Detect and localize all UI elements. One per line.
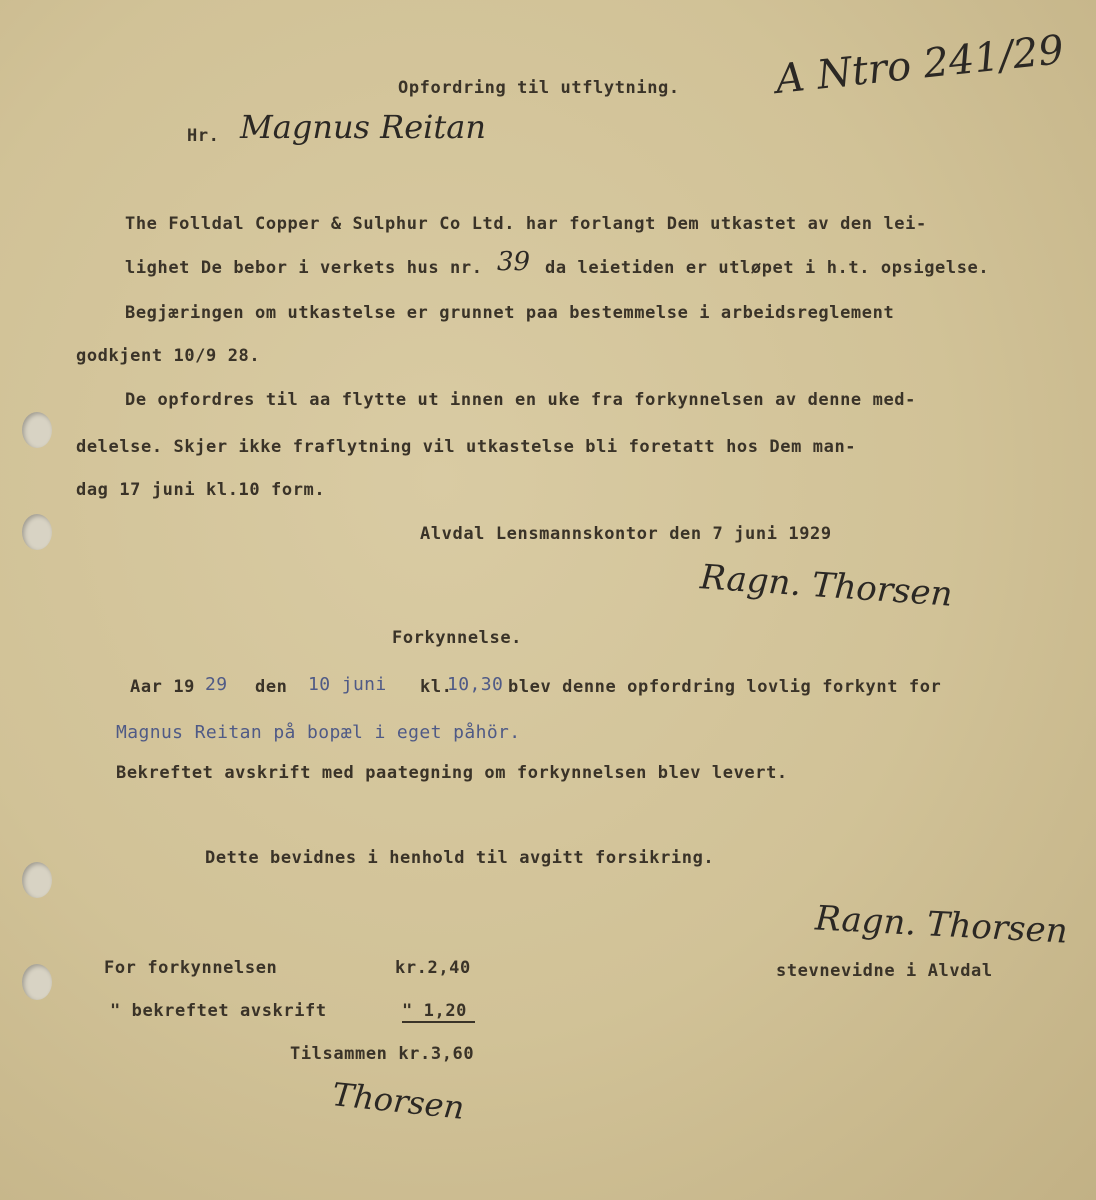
punch-hole bbox=[22, 514, 52, 550]
body-line: De opfordres til aa flytte ut innen en uke fra forkynnelsen av denne med- bbox=[125, 390, 916, 410]
body-line: godkjent 10/9 28. bbox=[76, 346, 261, 366]
signature-handwritten: Ragn. Thorsen bbox=[814, 898, 1069, 952]
punch-hole bbox=[22, 412, 52, 448]
service-heading: Forkynnelse. bbox=[392, 628, 523, 648]
fee-total: Tilsammen kr.3,60 bbox=[290, 1044, 475, 1064]
fee-value: kr.2,40 bbox=[395, 958, 471, 978]
body-line: delelse. Skjer ikke fraflytning vil utkastelse bli foretatt hos Dem man- bbox=[76, 437, 857, 457]
body-line: dag 17 juni kl.10 form. bbox=[76, 480, 326, 500]
service-time: 10,30 bbox=[447, 674, 504, 695]
service-line: Bekreftet avskrift med paategning om forkynnelsen blev levert. bbox=[116, 763, 788, 783]
service-line: Aar 19 bbox=[130, 677, 196, 697]
signature-handwritten: Thorsen bbox=[330, 1075, 467, 1127]
service-line: blev denne opfordring lovlig forkynt for bbox=[508, 677, 942, 697]
body-line: The Folldal Copper & Sulphur Co Ltd. har forlangt Dem utkastet av den lei- bbox=[125, 214, 927, 234]
punch-hole bbox=[22, 862, 52, 898]
body-line: Begjæringen om utkastelse er grunnet paa bestemmelse i arbeidsreglement bbox=[125, 303, 895, 323]
service-line: kl. bbox=[420, 677, 453, 697]
addressee-prefix: Hr. bbox=[187, 126, 220, 146]
service-line: den bbox=[255, 677, 288, 697]
punch-hole bbox=[22, 964, 52, 1000]
served-person: Magnus Reitan på bopæl i eget påhör. bbox=[116, 722, 521, 743]
document-title: Opfordring til utflytning. bbox=[398, 78, 680, 98]
attestation-line: Dette bevidnes i henhold til avgitt forsikring. bbox=[205, 848, 715, 868]
service-year: 29 bbox=[205, 674, 228, 695]
body-line: lighet De bebor i verkets hus nr. bbox=[125, 258, 483, 278]
addressee-name-handwritten: Magnus Reitan bbox=[240, 108, 486, 146]
house-number-handwritten: 39 bbox=[497, 247, 531, 277]
archive-note-handwritten: A Ntro 241/29 bbox=[773, 27, 1066, 103]
body-line: da leietiden er utløpet i h.t. opsigelse. bbox=[545, 258, 990, 278]
witness-title: stevnevidne i Alvdal bbox=[776, 961, 993, 981]
place-date: Alvdal Lensmannskontor den 7 juni 1929 bbox=[420, 524, 832, 544]
fee-value: " 1,20 bbox=[402, 1001, 475, 1023]
signature-handwritten: Ragn. Thorsen bbox=[698, 557, 954, 615]
fee-label: For forkynnelsen bbox=[104, 958, 278, 978]
fee-label: " bekreftet avskrift bbox=[110, 1001, 327, 1021]
service-day: 10 juni bbox=[308, 674, 387, 695]
